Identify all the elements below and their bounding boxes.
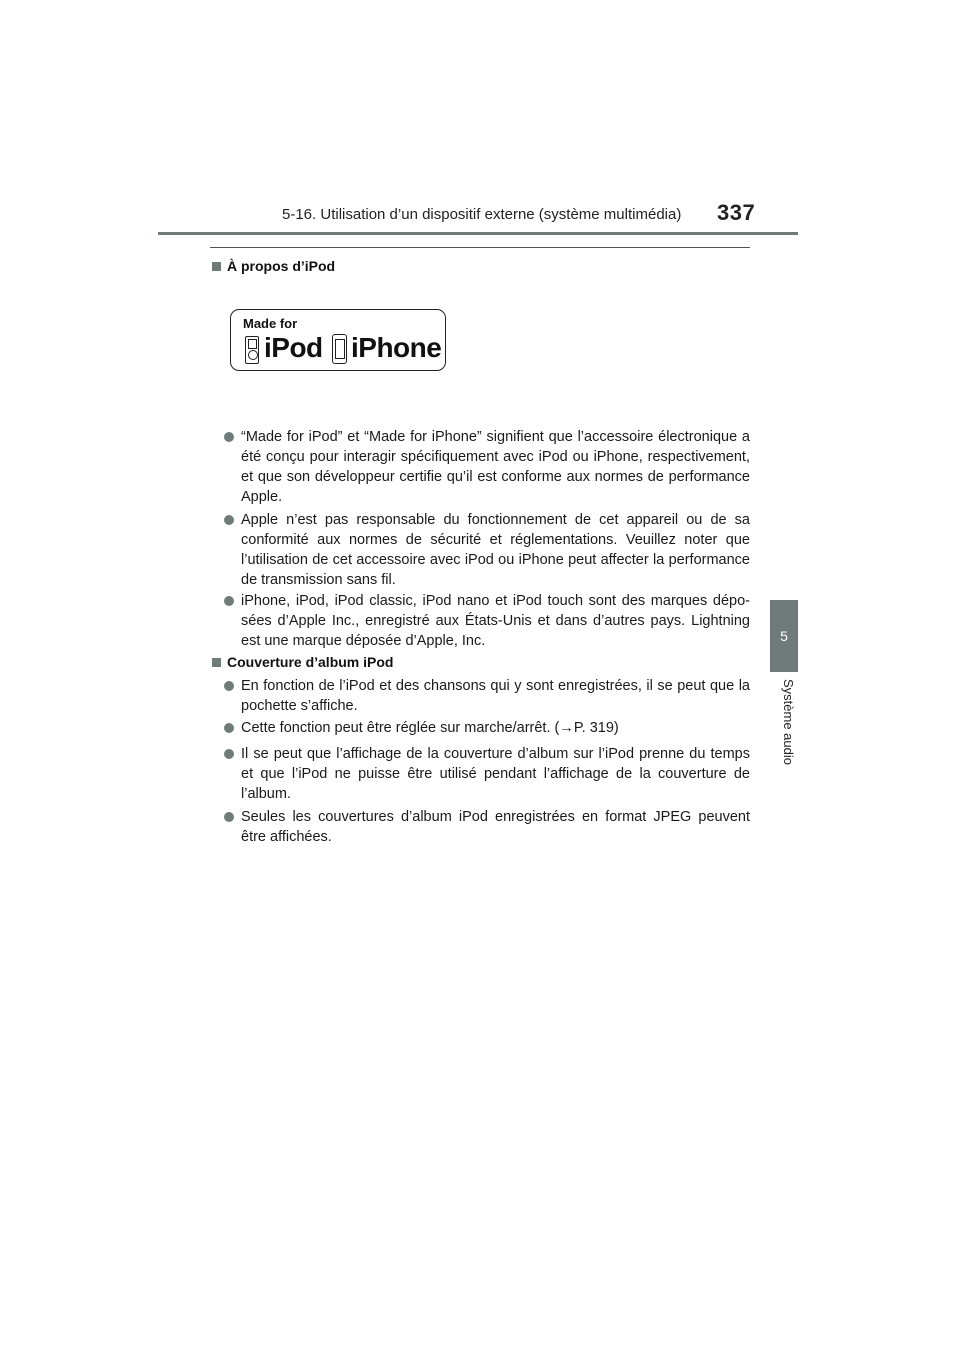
chapter-tab-label: Système audio <box>781 679 796 765</box>
section-heading-text: À propos d’iPod <box>227 258 336 274</box>
section-heading-text: Couverture d’album iPod <box>227 654 394 670</box>
list-item: Il se peut que l’affichage de la couverture d’album sur l’iPod prenne du temps et que l’iPod ne puisse être utilisé pendant l’affichage de la couverture de l’album. <box>224 744 750 804</box>
bullet-dot-icon <box>224 723 234 733</box>
bullet-dot-icon <box>224 681 234 691</box>
list-item: Seules les couvertures d’album iPod enregistrées en format JPEG peuvent être affichées. <box>224 807 750 847</box>
iphone-wordmark: iPhone <box>351 332 442 363</box>
bullet-dot-icon <box>224 432 234 442</box>
ipod-wordmark: iPod <box>264 332 323 363</box>
square-bullet-icon <box>212 262 221 271</box>
list-item: Cette fonction peut être réglée sur marche/arrêt. (→P. 319) <box>224 718 750 738</box>
bullet-dot-icon <box>224 812 234 822</box>
list-item: Apple n’est pas responsable du fonctionnement de cet appareil ou de sa conformité aux normes de sécurité et réglementations. Veuillez noter que l’utilisation de cet accessoire avec iPod ou iPhone peut affecter la performance de transmission sans fil. <box>224 510 750 590</box>
chapter-tab <box>770 600 798 672</box>
section-divider <box>210 247 750 248</box>
made-for-ipod-iphone-logo <box>230 309 446 371</box>
section-heading-album-cover <box>212 654 393 670</box>
iphone-icon <box>332 334 347 364</box>
list-item: iPhone, iPod, iPod classic, iPod nano et iPod touch sont des marques déposées d’Apple Inc., enregistré aux États-Unis et dans d’autres pays. Lightning est une marque déposée d’Apple, Inc. <box>224 591 750 651</box>
ipod-icon <box>245 336 259 364</box>
bullet-dot-icon <box>224 749 234 759</box>
bullet-dot-icon <box>224 515 234 525</box>
bullet-dot-icon <box>224 596 234 606</box>
section-heading-ipod <box>212 258 335 274</box>
header-divider <box>158 232 798 235</box>
square-bullet-icon <box>212 658 221 667</box>
list-item: “Made for iPod” et “Made for iPhone” signifient que l’accessoire électronique a été conçu pour interagir spécifiquement avec iPod ou iPhone, respectivement, et que son développeur certifie qu’il est conforme aux normes de performance Apple. <box>224 427 750 507</box>
made-for-label: Made for <box>243 316 298 331</box>
page-number: 337 <box>717 200 756 225</box>
chapter-title: 5-16. Utilisation d’un dispositif externe (système multimédia) <box>282 206 682 223</box>
chapter-tab-number: 5 <box>780 628 788 644</box>
list-item: En fonction de l’iPod et des chansons qui y sont enregistrées, il se peut que la pochette s’affiche. <box>224 676 750 716</box>
